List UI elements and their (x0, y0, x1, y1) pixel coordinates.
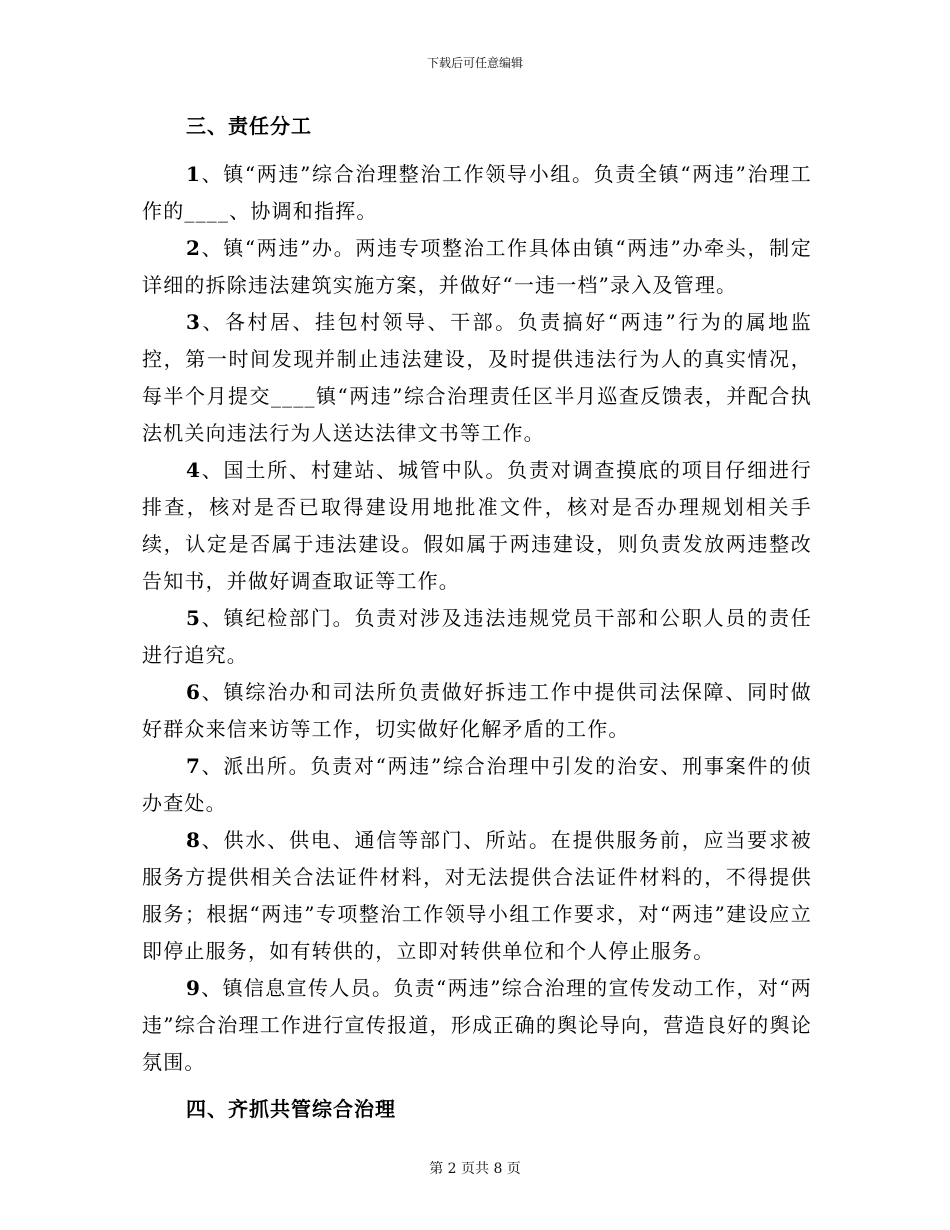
list-item-1 (142, 156, 812, 230)
list-item-9 (142, 970, 812, 1081)
item-text: 、各村居、挂包村领导、干部。负责搞好“两违”行为的属地监控，第一时间发现并制止违法建设，及时提供违法行为人的真实情况，每半个月提交____镇“两违”综合治理责任区半月巡查反馈表，并配合执法机关向违法行为人送达法律文书等工作。 (142, 310, 812, 445)
item-text: 、国土所、村建站、城管中队。负责对调查摸底的项目仔细进行排查，核对是否已取得建设用地批准文件，核对是否办理规划相关手续，认定是否属于违法建设。假如属于两违建设，则负责发放两违整改告知书，并做好调查取证等工作。 (142, 458, 812, 593)
page-footer: 第 2 页共 8 页 (429, 1161, 521, 1177)
item-text: 、镇纪检部门。负责对涉及违法违规党员干部和公职人员的责任进行追究。 (142, 606, 812, 667)
item-text: 、镇信息宣传人员。负责“两违”综合治理的宣传发动工作，对“两违”综合治理工作进行宣传报道，形成正确的舆论导向，营造良好的舆论氛围。 (142, 976, 812, 1074)
item-text: 、供水、供电、通信等部门、所站。在提供服务前，应当要求被服务方提供相关合法证件材料，对无法提供合法证件材料的，不得提供服务；根据“两违”专项整治工作领导小组工作要求，对“两违”建设应立即停止服务，如有转供的，立即对转供单位和个人停止服务。 (142, 828, 812, 963)
list-item-7 (142, 748, 812, 822)
section-3-title: 三、责任分工 (186, 114, 312, 138)
list-item-8 (142, 822, 812, 970)
list-item-4 (142, 452, 812, 600)
item-number: 9 (186, 976, 202, 1000)
item-number: 6 (186, 680, 202, 704)
section-4-title: 四、齐抓共管综合治理 (186, 1097, 396, 1121)
item-number: 8 (186, 828, 202, 852)
item-number: 4 (186, 458, 202, 482)
list-item-5 (142, 600, 812, 674)
item-text: 、镇综治办和司法所负责做好拆违工作中提供司法保障、同时做好群众来信来访等工作，切实做好化解矛盾的工作。 (142, 680, 812, 741)
item-text: 、镇“两违”综合治理整治工作领导小组。负责全镇“两违”治理工作的____、协调和指挥。 (142, 162, 812, 223)
item-text: 、镇“两违”办。两违专项整治工作具体由镇“两违”办牵头，制定详细的拆除违法建筑实施方案，并做好“一违一档”录入及管理。 (142, 236, 812, 297)
list-item-2 (142, 230, 812, 304)
item-text: 、派出所。负责对“两违”综合治理中引发的治安、刑事案件的侦办查处。 (142, 754, 812, 815)
document-body (142, 112, 812, 1139)
item-number: 2 (186, 236, 202, 260)
list-item-3 (142, 304, 812, 452)
item-number: 1 (186, 162, 202, 186)
item-number: 5 (186, 606, 202, 630)
list-item-6 (142, 674, 812, 748)
page-header: 下载后可任意编辑 (426, 56, 523, 70)
item-number: 3 (186, 310, 202, 334)
item-number: 7 (186, 754, 202, 778)
